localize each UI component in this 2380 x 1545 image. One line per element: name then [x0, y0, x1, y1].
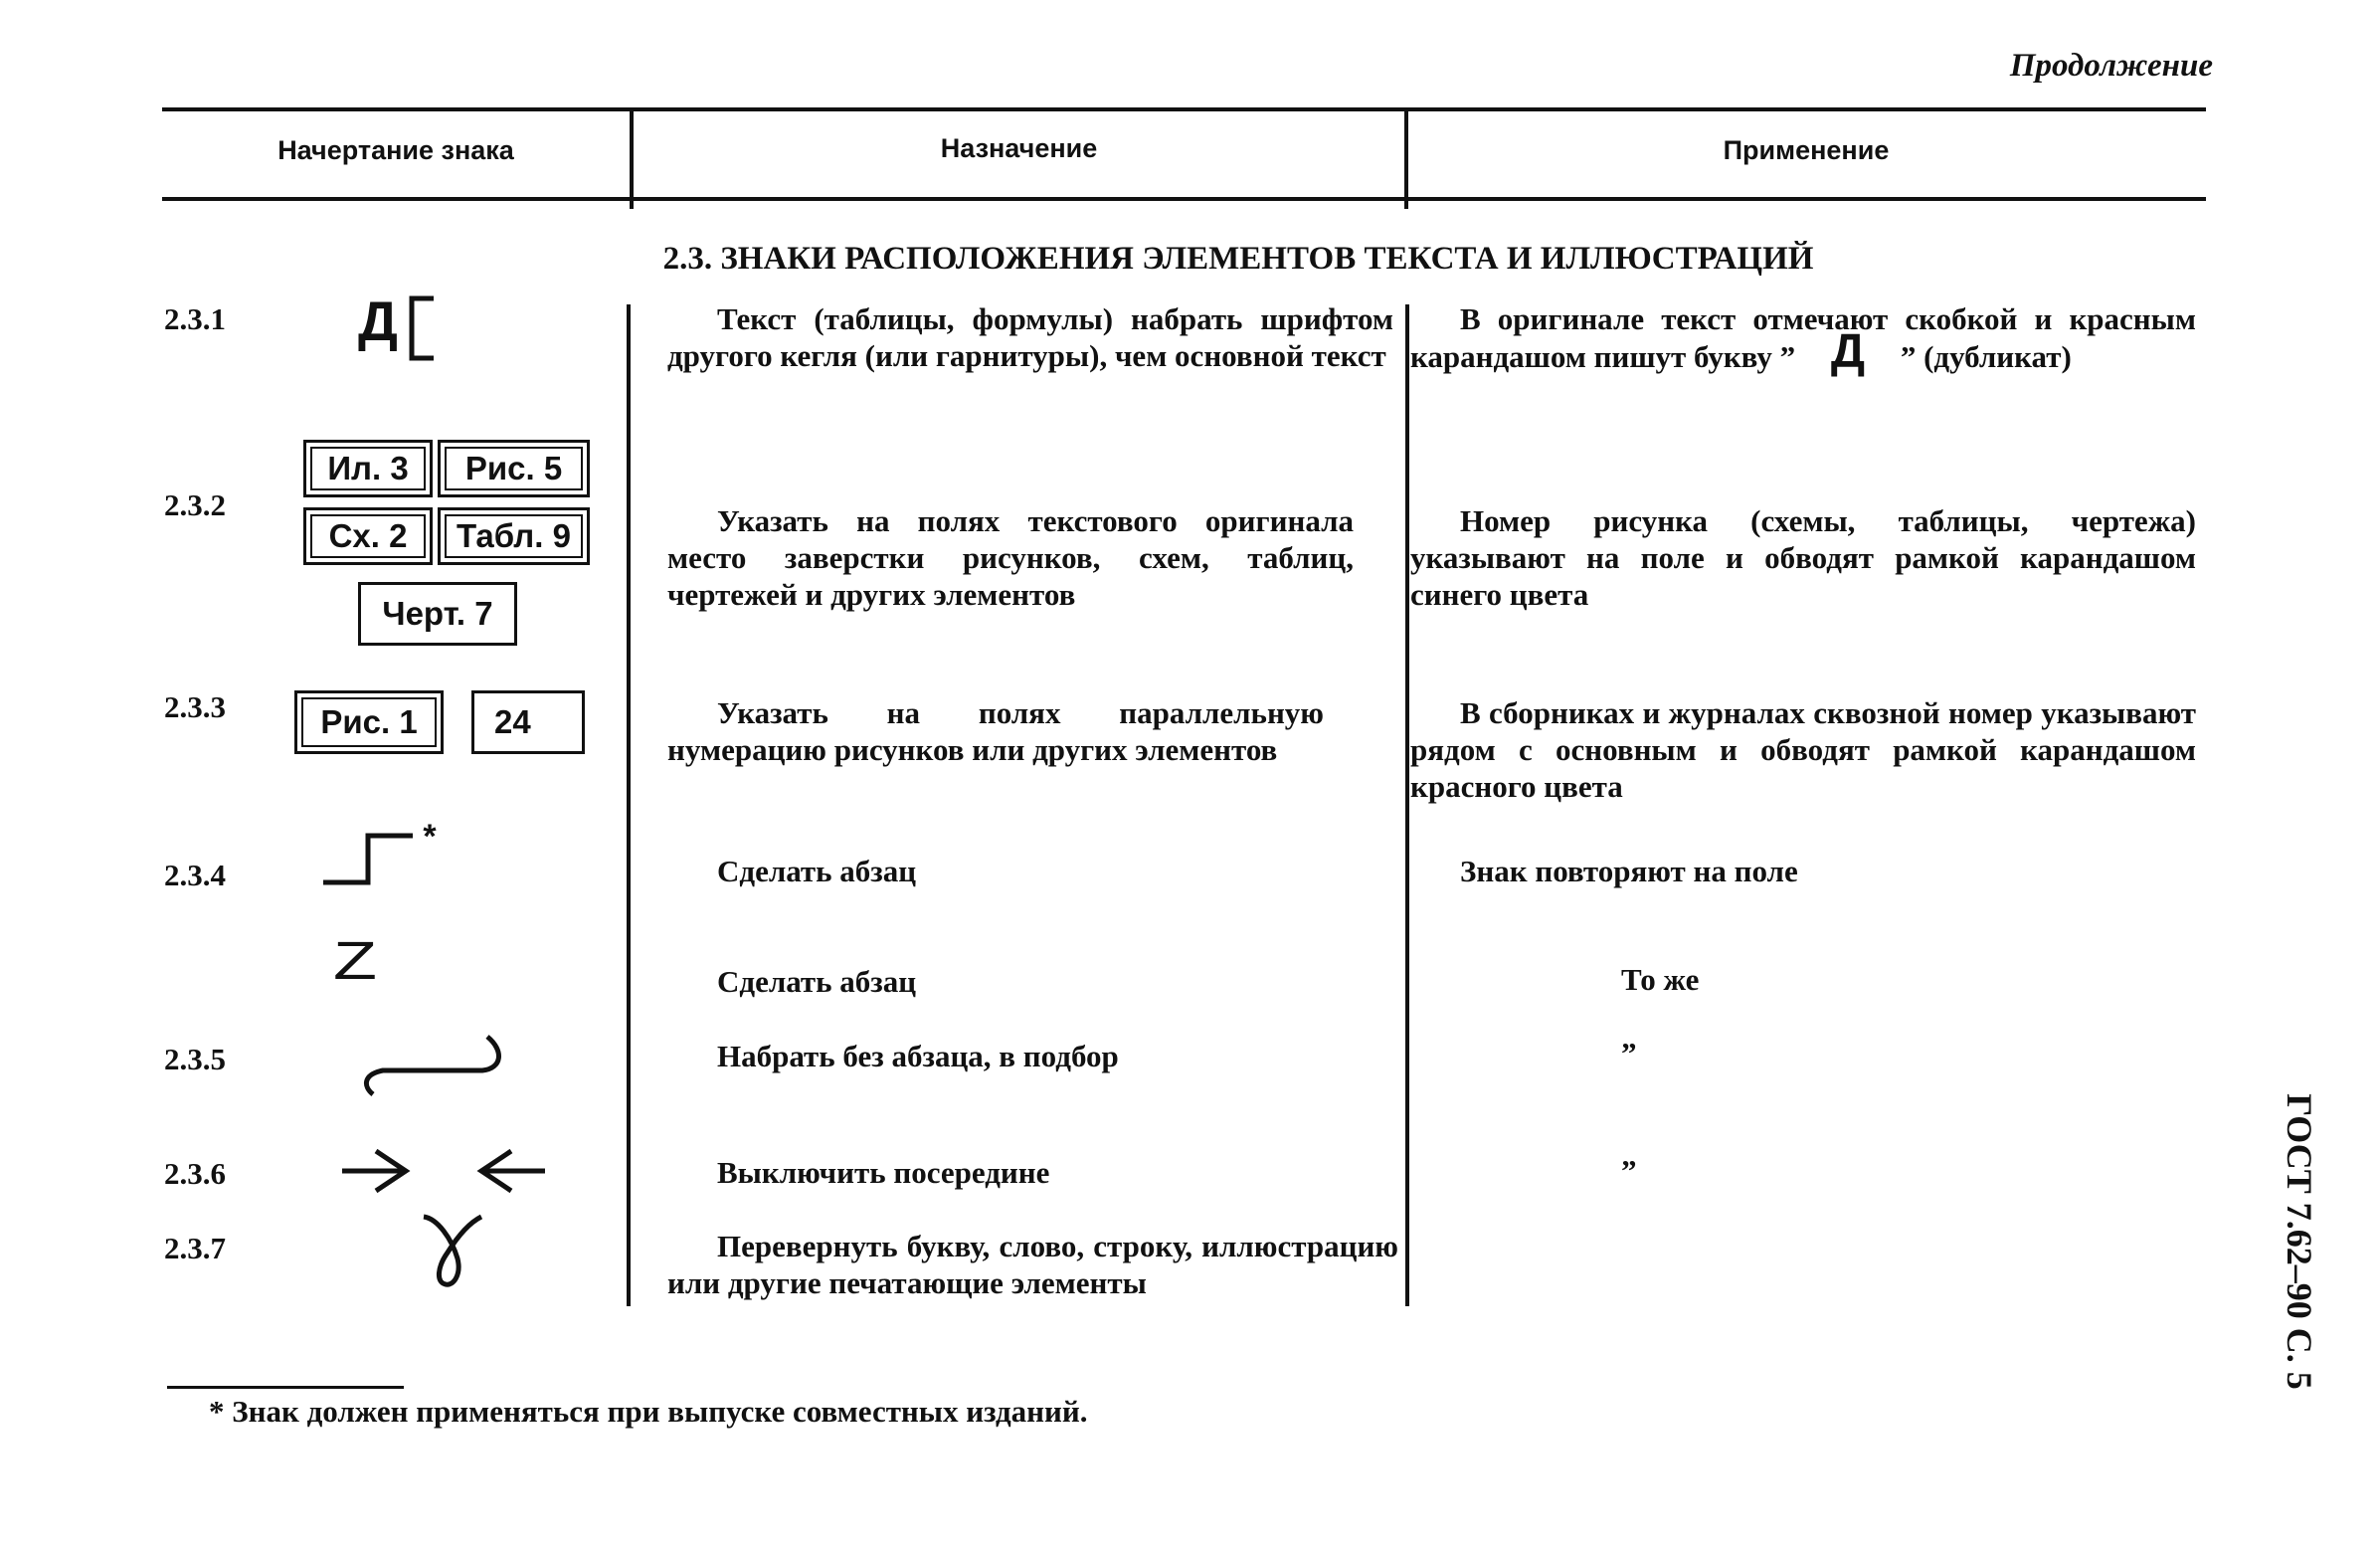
body-divider-2	[1405, 304, 1409, 1306]
run-on-connector-icon	[353, 1025, 512, 1104]
sign-letter-de: Д	[358, 290, 398, 352]
usage-letter-de: Д	[1830, 325, 1866, 378]
sign-box-24: 24	[471, 690, 585, 754]
purpose-text: Сделать абзац	[717, 964, 917, 999]
header-col-usage: Применение	[1723, 135, 1890, 165]
sign-box-fig: Рис. 5	[438, 440, 590, 497]
usage-ditto: ”	[1621, 1036, 1637, 1070]
purpose-text: Указать на полях текстового оригинала место заверстки рисунков, схем, таблиц, чертежей и других элементов	[667, 503, 1354, 612]
turn-over-loop-icon	[418, 1209, 487, 1292]
paragraph-step-icon	[318, 828, 418, 887]
usage-text: В сборниках и журналах сквозной номер указывают рядом с основным и обводят рамкой карандашом красного цвета	[1410, 695, 2196, 804]
arrow-right-icon	[338, 1146, 412, 1196]
purpose-text: Сделать абзац	[717, 854, 917, 888]
table-header-bottom-rule	[162, 197, 2206, 201]
header-col-sign: Начертание знака	[277, 135, 514, 165]
section-title: 2.3. ЗНАКИ РАСПОЛОЖЕНИЯ ЭЛЕМЕНТОВ ТЕКСТА И ИЛЛЮСТРАЦИЙ	[662, 241, 1814, 277]
purpose-text: Набрать без абзаца, в подбор	[717, 1039, 1119, 1073]
footnote-asterisk: *	[422, 818, 436, 856]
purpose-text: Выключить посередине	[717, 1155, 1050, 1190]
footnote-text: * Знак должен применяться при выпуске совместных изданий.	[209, 1394, 1088, 1429]
usage-text: То же	[1621, 962, 1700, 997]
row-number: 2.3.7	[164, 1231, 226, 1265]
continuation-label: Продолжение	[2009, 48, 2213, 84]
sign-box-drawing: Черт. 7	[358, 582, 517, 646]
purpose-text: Текст (таблицы, формулы) набрать шрифтом другого кегля (или гарнитуры), чем основной текст	[667, 301, 1393, 373]
paragraph-z-icon: Z	[333, 931, 377, 991]
body-divider-1	[627, 304, 631, 1306]
row-number: 2.3.3	[164, 689, 226, 724]
footnote-rule	[167, 1386, 404, 1389]
sign-box-table: Табл. 9	[438, 507, 590, 565]
header-col-purpose: Назначение	[940, 133, 1098, 163]
arrow-left-icon	[475, 1146, 549, 1196]
sign-box-fig-1: Рис. 1	[294, 690, 444, 754]
usage-text: Номер рисунка (схемы, таблицы, чертежа) указывают на поле и обводят рамкой карандашом синего цвета	[1410, 503, 2196, 612]
usage-text	[1410, 300, 2196, 378]
sign-box-scheme: Сх. 2	[303, 507, 433, 565]
purpose-text: Перевернуть букву, слово, строку, иллюстрацию или другие печатающие элементы	[667, 1229, 1398, 1300]
usage-text-part-b: ” (дубликат)	[1900, 339, 2072, 374]
usage-ditto: ”	[1621, 1153, 1637, 1188]
row-number: 2.3.5	[164, 1042, 226, 1076]
bracket-mark-icon	[404, 294, 444, 364]
row-number: 2.3.4	[164, 858, 226, 892]
side-document-label: ГОСТ 7.62–90 С. 5	[2280, 1093, 2319, 1390]
usage-text-part-a: В оригинале текст отмечают скобкой и красным карандашом пишут букву ”	[1410, 301, 2196, 374]
row-number: 2.3.2	[164, 487, 226, 522]
usage-text: Знак повторяют на поле	[1460, 854, 1798, 888]
row-number: 2.3.1	[164, 301, 226, 336]
sign-box-ill: Ил. 3	[303, 440, 433, 497]
row-number: 2.3.6	[164, 1156, 226, 1191]
purpose-text: Указать на полях параллельную нумерацию рисунков или других элементов	[667, 695, 1324, 767]
table-top-rule	[162, 107, 2206, 111]
